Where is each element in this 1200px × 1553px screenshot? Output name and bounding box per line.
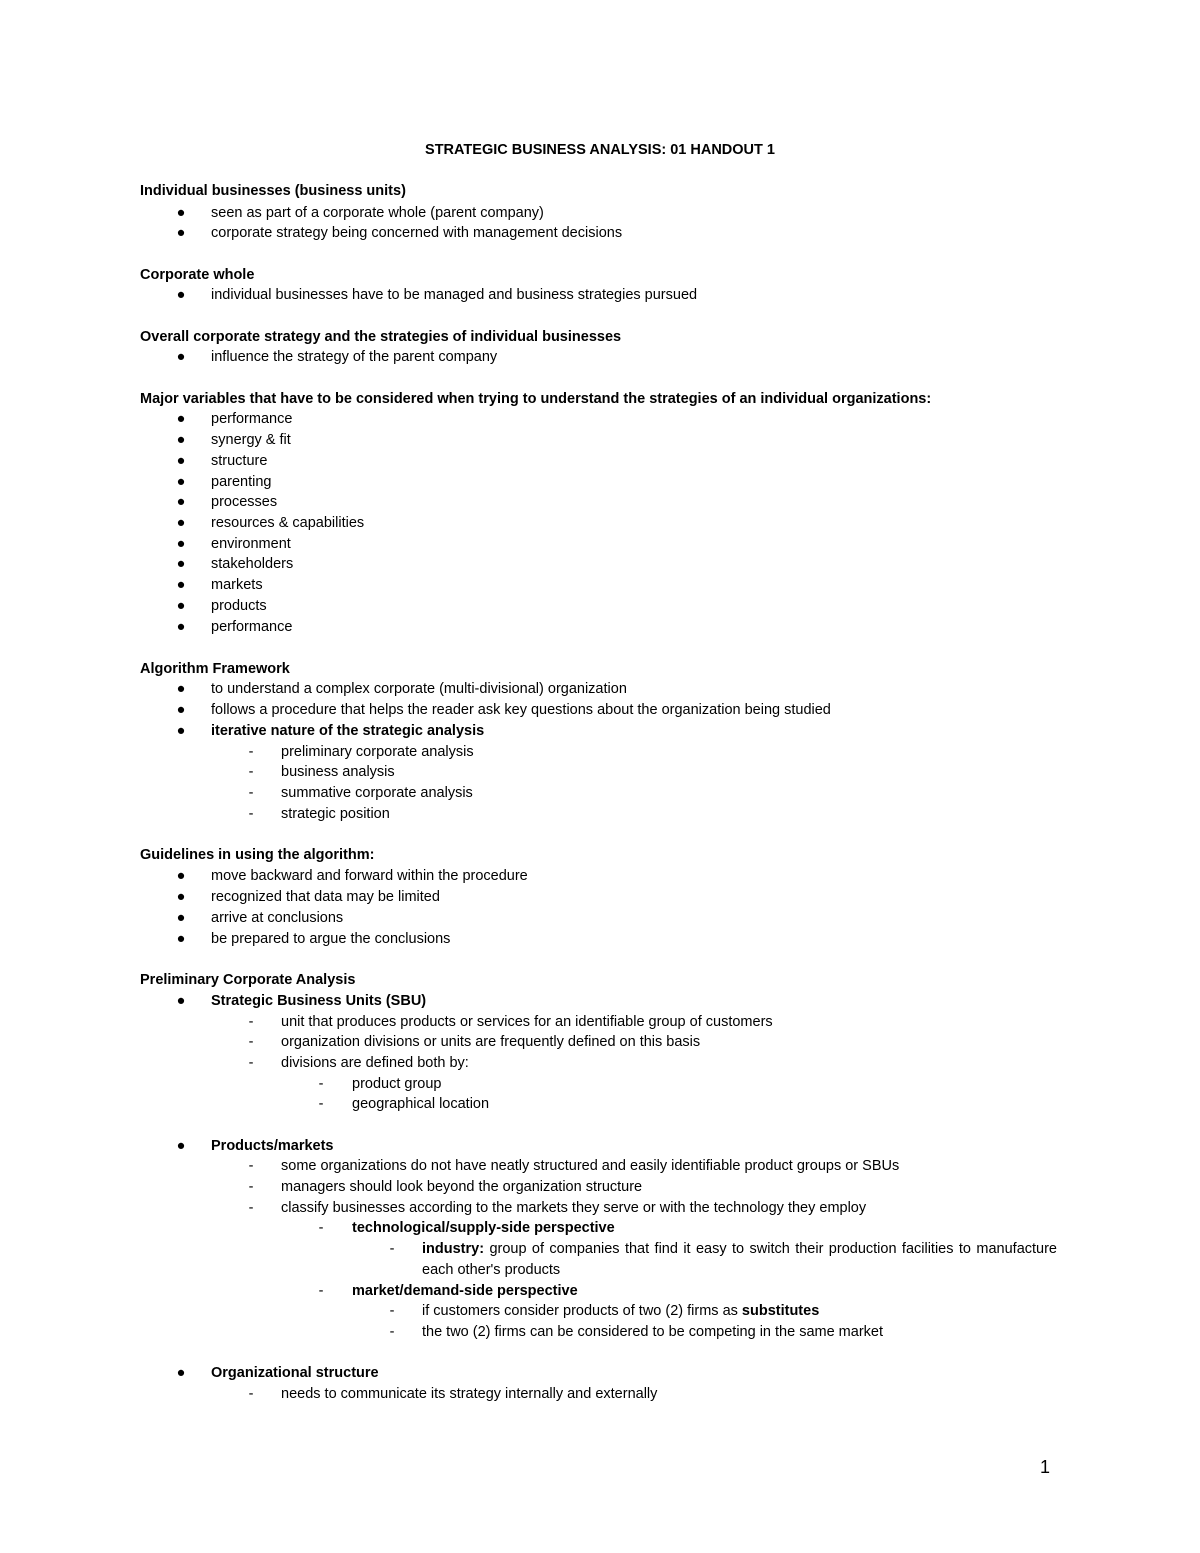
dash-icon: -	[318, 1076, 324, 1092]
dash-icon: -	[389, 1324, 395, 1340]
dash-icon: -	[248, 1014, 254, 1030]
sub-list-item: strategic position	[281, 806, 390, 822]
list-item: resources & capabilities	[211, 515, 365, 531]
page-number: 1	[1040, 1457, 1051, 1477]
section-heading-major-variables: Major variables that have to be considered when trying to understand the strategies of an individual organizations:	[140, 391, 932, 407]
list-item: synergy & fit	[211, 432, 291, 448]
bullet-icon: ●	[176, 287, 186, 303]
sub-list-item: some organizations do not have neatly structured and easily identifiable product groups or SBUs	[281, 1158, 900, 1174]
bullet-icon: ●	[176, 205, 186, 221]
dash-icon: -	[248, 1179, 254, 1195]
bullet-icon: ●	[176, 536, 186, 552]
bullet-icon: ●	[176, 1138, 186, 1154]
bullet-icon: ●	[176, 556, 186, 572]
section-heading-preliminary-corporate-analysis: Preliminary Corporate Analysis	[140, 972, 356, 988]
bullet-icon: ●	[176, 432, 186, 448]
industry-term: industry:	[422, 1241, 485, 1257]
bullet-icon: ●	[176, 910, 186, 926]
section-heading-algorithm-framework: Algorithm Framework	[140, 661, 290, 677]
subsection-label-products-markets: Products/markets	[211, 1138, 334, 1154]
dash-icon: -	[389, 1241, 395, 1257]
list-item: individual businesses have to be managed and business strategies pursued	[211, 287, 698, 303]
industry-definition	[422, 1239, 1057, 1281]
list-item: products	[211, 598, 267, 614]
dash-icon: -	[389, 1303, 395, 1319]
sub-list-item	[422, 1301, 819, 1321]
dash-icon: -	[248, 1034, 254, 1050]
list-item: follows a procedure that helps the reader ask key questions about the organization being studied	[211, 702, 831, 718]
dash-icon: -	[248, 744, 254, 760]
section-heading-overall-corporate-strategy: Overall corporate strategy and the strategies of individual businesses	[140, 329, 622, 345]
sub-list-item: classify businesses according to the markets they serve or with the technology they employ	[281, 1200, 867, 1216]
dash-icon: -	[248, 1386, 254, 1402]
dash-icon: -	[318, 1220, 324, 1236]
list-item: structure	[211, 453, 268, 469]
bullet-icon: ●	[176, 411, 186, 427]
bullet-icon: ●	[176, 993, 186, 1009]
bullet-icon: ●	[176, 453, 186, 469]
bullet-icon: ●	[176, 515, 186, 531]
list-item: corporate strategy being concerned with management decisions	[211, 225, 623, 241]
sub-list-item: divisions are defined both by:	[281, 1055, 469, 1071]
dash-icon: -	[318, 1283, 324, 1299]
dash-icon: -	[248, 1200, 254, 1216]
document-title: STRATEGIC BUSINESS ANALYSIS: 01 HANDOUT 1	[425, 142, 775, 158]
list-item: arrive at conclusions	[211, 910, 344, 926]
bullet-icon: ●	[176, 474, 186, 490]
list-item: stakeholders	[211, 556, 294, 572]
industry-definition-text: group of companies that find it easy to switch their production facilities to manufacture each other's products	[422, 1241, 1057, 1278]
bullet-icon: ●	[176, 889, 186, 905]
bullet-icon: ●	[176, 723, 186, 739]
list-item: influence the strategy of the parent company	[211, 349, 498, 365]
sub-list-item: needs to communicate its strategy internally and externally	[281, 1386, 658, 1402]
list-item: performance	[211, 619, 293, 635]
list-item: environment	[211, 536, 291, 552]
bullet-icon: ●	[176, 494, 186, 510]
dash-icon: -	[248, 785, 254, 801]
sub-list-item: managers should look beyond the organization structure	[281, 1179, 643, 1195]
bullet-icon: ●	[176, 225, 186, 241]
substitutes-term: substitutes	[741, 1303, 820, 1319]
sub-list-item: business analysis	[281, 764, 395, 780]
list-item: recognized that data may be limited	[211, 889, 440, 905]
bullet-icon: ●	[176, 577, 186, 593]
list-item: parenting	[211, 474, 272, 490]
list-item: move backward and forward within the procedure	[211, 868, 528, 884]
sub-list-item: preliminary corporate analysis	[281, 744, 474, 760]
subsection-label-sbu: Strategic Business Units (SBU)	[211, 993, 427, 1009]
substitutes-sentence: if customers consider products of two (2) firms as	[422, 1303, 738, 1319]
list-item: processes	[211, 494, 278, 510]
bullet-icon: ●	[176, 868, 186, 884]
section-heading-guidelines: Guidelines in using the algorithm:	[140, 847, 375, 863]
list-item: be prepared to argue the conclusions	[211, 931, 451, 947]
section-heading-corporate-whole: Corporate whole	[140, 267, 255, 283]
list-item: iterative nature of the strategic analysis	[211, 723, 485, 739]
sub-list-item: summative corporate analysis	[281, 785, 473, 801]
list-item: performance	[211, 411, 293, 427]
bullet-icon: ●	[176, 702, 186, 718]
bullet-icon: ●	[176, 681, 186, 697]
sub-sub-list-item: geographical location	[352, 1096, 490, 1112]
section-heading-individual-businesses: Individual businesses (business units)	[140, 183, 406, 199]
dash-icon: -	[248, 1158, 254, 1174]
list-item: to understand a complex corporate (multi-divisional) organization	[211, 681, 627, 697]
dash-icon: -	[318, 1096, 324, 1112]
perspective-label-demand-side: market/demand-side perspective	[352, 1283, 578, 1299]
sub-sub-list-item: product group	[352, 1076, 442, 1092]
bullet-icon: ●	[176, 349, 186, 365]
bullet-icon: ●	[176, 619, 186, 635]
list-item: markets	[211, 577, 263, 593]
dash-icon: -	[248, 764, 254, 780]
perspective-label-supply-side: technological/supply-side perspective	[352, 1220, 615, 1236]
bullet-icon: ●	[176, 1365, 186, 1381]
subsection-label-organizational-structure: Organizational structure	[211, 1365, 379, 1381]
dash-icon: -	[248, 1055, 254, 1071]
sub-list-item: organization divisions or units are frequently defined on this basis	[281, 1034, 701, 1050]
bullet-icon: ●	[176, 598, 186, 614]
sub-list-item: the two (2) firms can be considered to be competing in the same market	[422, 1324, 883, 1340]
sub-list-item: unit that produces products or services for an identifiable group of customers	[281, 1014, 773, 1030]
bullet-icon: ●	[176, 931, 186, 947]
dash-icon: -	[248, 806, 254, 822]
list-item: seen as part of a corporate whole (parent company)	[211, 205, 544, 221]
